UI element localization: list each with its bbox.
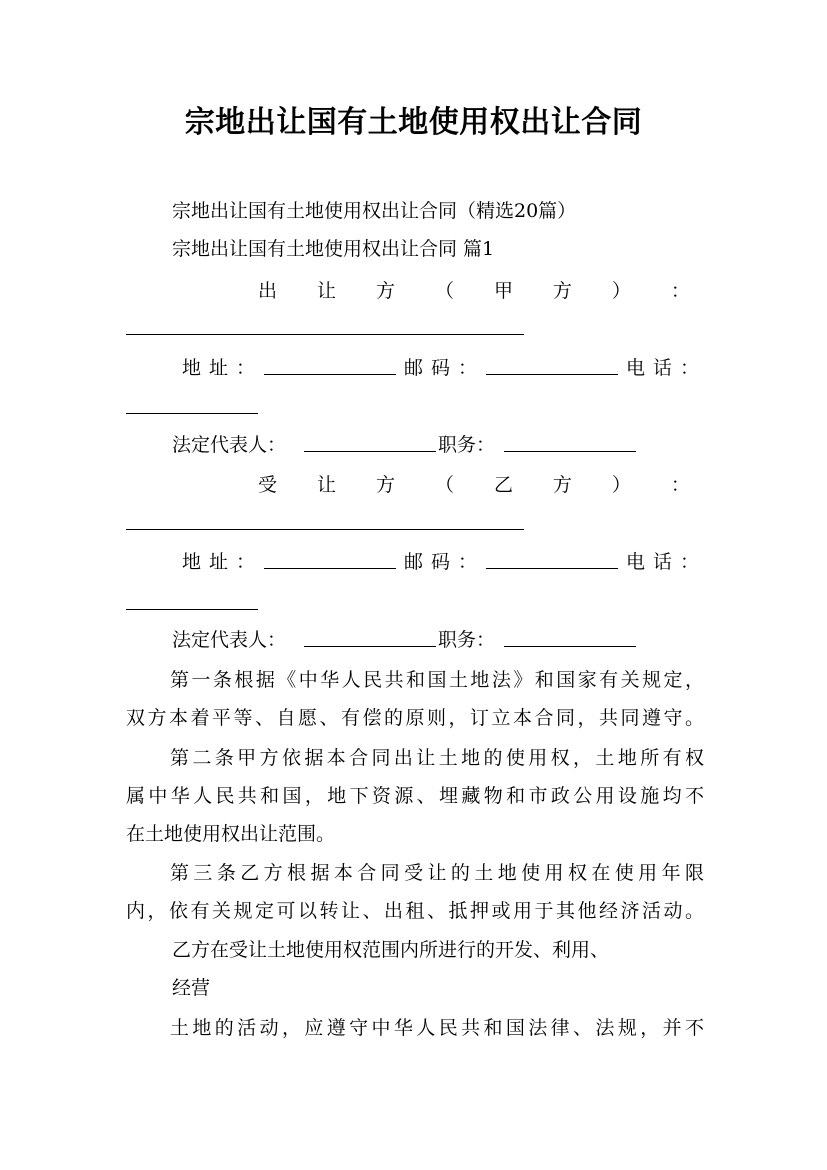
article-3 [126, 854, 704, 930]
party-b-label [258, 471, 690, 499]
article-3-line: 第三条乙方根据本合同受让的土地使用权在使用年限 [170, 862, 704, 884]
article-2-line: 属中华人民共和国，地下资源、埋藏物和市政公用设施均不 [126, 785, 704, 807]
document-title: 宗地出让国有土地使用权出让合同 [184, 105, 643, 140]
party-b-address-blank [264, 568, 396, 569]
party-b-postcode-blank [486, 568, 618, 569]
article-2 [126, 739, 704, 853]
party-a-legal-rep-blank [304, 451, 436, 452]
party-a-char: ） [611, 280, 631, 302]
party-a-address-blank [264, 374, 396, 375]
party-a-char: （ [434, 280, 454, 302]
party-b-char: （ [434, 474, 454, 496]
party-b-legal-rep-blank [304, 646, 436, 647]
party-b-name-blank [126, 529, 524, 530]
paragraph-5-line: 土地的活动，应遵守中华人民共和国法律、法规，并不 [170, 1017, 704, 1039]
party-a-position-label: 职务： [438, 434, 496, 456]
party-a-position-blank [504, 451, 636, 452]
party-a-phone-label: 电 话 ： [626, 357, 700, 379]
paragraph-4-line: 经营 [172, 977, 211, 999]
article-1 [126, 661, 704, 737]
article-3-line: 内，依有关规定可以转让、出租、抵押或用于其他经济活动。 [126, 900, 704, 922]
party-a-char: 方 [375, 280, 395, 302]
party-b-char: 方 [552, 474, 572, 496]
party-a-char: ： [670, 280, 690, 302]
article-1-line: 第一条根据《中华人民共和国土地法》和国家有关规定， [170, 669, 704, 691]
party-b-char: 让 [316, 474, 336, 496]
party-b-position-blank [504, 646, 636, 647]
party-b-phone-blank [126, 609, 258, 610]
party-a-label [258, 277, 690, 305]
party-a-name-blank [126, 334, 524, 335]
paragraph-4-line: 乙方在受让土地使用权范围内所进行的开发、利用、 [172, 939, 610, 961]
party-b-char: ） [611, 474, 631, 496]
party-a-char: 让 [316, 280, 336, 302]
party-a-char: 甲 [493, 280, 513, 302]
party-b-postcode-label: 邮 码 ： [404, 551, 478, 573]
party-a-phone-blank [126, 413, 258, 414]
article-1-line: 双方本着平等、自愿、有偿的原则，订立本合同，共同遵守。 [126, 707, 704, 729]
party-b-position-label: 职务： [438, 629, 496, 651]
party-b-char: 乙 [493, 474, 513, 496]
document-subtitle: 宗地出让国有土地使用权出让合同（精选20篇） [172, 200, 577, 222]
article-2-line: 第二条甲方依据本合同出让土地的使用权，土地所有权 [170, 747, 704, 769]
article-2-line: 在土地使用权出让范围。 [126, 823, 336, 845]
party-a-address-label: 地 址 ： [182, 357, 256, 379]
section-heading: 宗地出让国有土地使用权出让合同 篇1 [172, 238, 495, 260]
party-a-char: 方 [552, 280, 572, 302]
party-a-legal-rep-label: 法定代表人： [172, 434, 287, 456]
paragraph-5 [126, 1009, 704, 1047]
party-b-address-label: 地 址 ： [182, 551, 256, 573]
party-a-postcode-blank [486, 374, 618, 375]
party-b-legal-rep-label: 法定代表人： [172, 629, 287, 651]
party-a-postcode-label: 邮 码 ： [404, 357, 478, 379]
party-b-phone-label: 电 话 ： [626, 551, 700, 573]
party-b-char: 方 [375, 474, 395, 496]
party-b-char: 受 [258, 474, 278, 496]
party-b-char: ： [670, 474, 690, 496]
party-a-char: 出 [258, 280, 278, 302]
